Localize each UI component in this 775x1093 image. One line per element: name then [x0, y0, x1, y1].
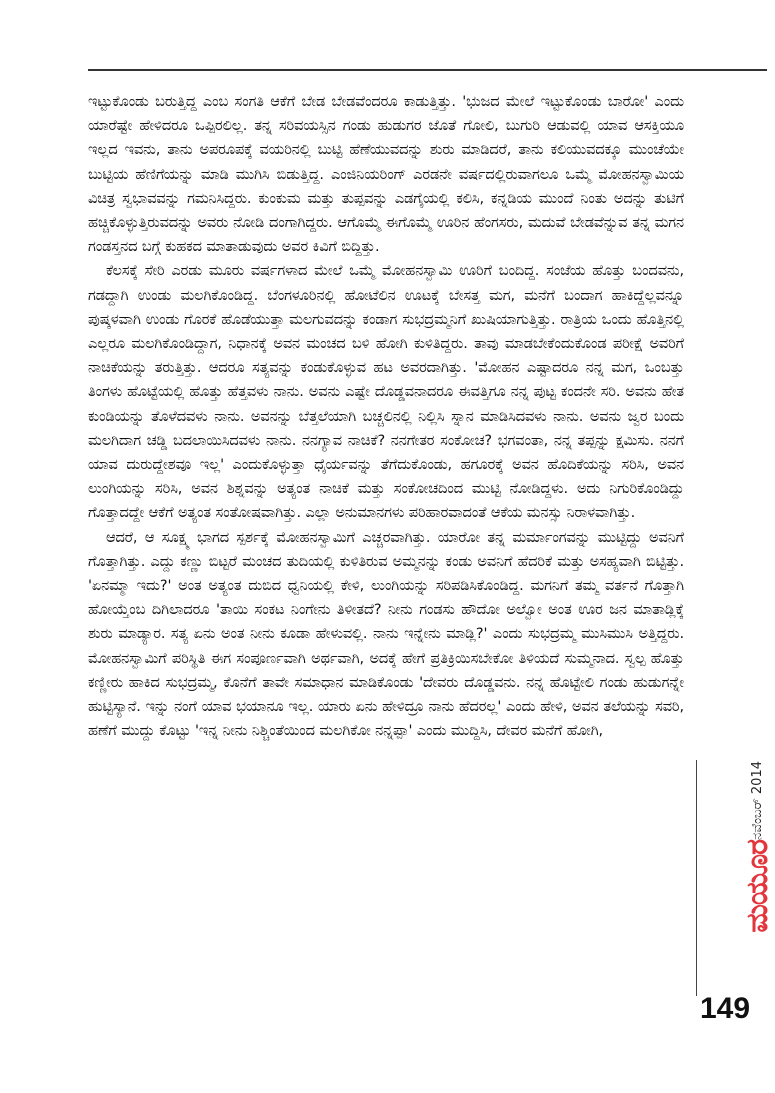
paragraph-3: ಆದರೆ, ಆ ಸೂಕ್ಷ್ಮ ಭಾಗದ ಸ್ಪರ್ಶಕ್ಕೆ ಮೋಹನಸ್ವಾಮಿಗೆ ಎಚ್ಚರವಾಗಿತ್ತು. ಯಾರೋ ತನ್ನ ಮರ್ಮಾಂಗವನ್ನು ಮುಟ್ಟಿದ್ದು ಅವನಿಗೆ ಗೊತ್ತಾಗಿತ್ತು. ಎದ್ದು ಕಣ್ಣು ಬಿಟ್ಟರೆ ಮಂಚದ ತುದಿಯಲ್ಲಿ ಕುಳಿತಿರುವ ಅಮ್ಮನನ್ನು ಕಂಡು ಅವನಿಗೆ ಹೆದರಿಕೆ ಮತ್ತು ಅಸಹ್ಯವಾಗಿ ಬಿಟ್ಟಿತ್ತು. 'ಏನಮ್ಮಾ ಇದು?' ಅಂತ ಅತ್ಯಂತ ದುಬಿದ ಧ್ವನಿಯಲ್ಲಿ ಕೇಳಿ, ಲುಂಗಿಯನ್ನು ಸರಿಪಡಿಸಿಕೊಂಡಿದ್ದ. ಮಗನಿಗೆ ತಮ್ಮ ವರ್ತನೆ ಗೊತ್ತಾಗಿ ಹೋಯ್ತೆಂಬ ದಿಗಿಲಾದರೂ 'ತಾಯಿ ಸಂಕಟ ನಿಂಗೇನು ತಿಳೀತದೆ? ನೀನು ಗಂಡಸು ಹೌದೋ ಅಲ್ವೋ ಅಂತ ಊರ ಜನ ಮಾತಾಡ್ಲಿಕ್ಕೆ ಶುರು ಮಾಡ್ಯಾರ. ಸತ್ಯ ಏನು ಅಂತ ನೀನು ಕೂಡಾ ಹೇಳುವಲ್ಲಿ. ನಾನು ಇನ್ನೇನು ಮಾಡ್ಲಿ?' ಎಂದು ಸುಭದ್ರಮ್ಮ ಮುಸಿಮುಸಿ ಅತ್ತಿದ್ದರು. ಮೋಹನಸ್ವಾಮಿಗೆ ಪರಿಸ್ಥಿತಿ ಈಗ ಸಂಪೂರ್ಣವಾಗಿ ಅರ್ಥವಾಗಿ, ಅದಕ್ಕೆ ಹೇಗೆ ಪ್ರತಿಕ್ರಿಯಿಸಬೇಕೋ ತಿಳಿಯದೆ ಸುಮ್ಮನಾದ. ಸ್ವಲ್ಪ ಹೊತ್ತು ಕಣ್ಣೀರು ಹಾಕಿದ ಸುಭದ್ರಮ್ಮ, ಕೊನೆಗೆ ತಾವೇ ಸಮಾಧಾನ ಮಾಡಿಕೊಂಡು 'ದೇವರು ದೊಡ್ಡವನು. ನನ್ನ ಹೊಟ್ಟೇಲಿ ಗಂಡು ಹುಡುಗನ್ನೇ ಹುಟ್ಟಿಸ್ಯಾನೆ. ಇನ್ನು ನಂಗೆ ಯಾವ ಭಯಾನೂ ಇಲ್ಲ. ಯಾರು ಏನು ಹೇಳಿದ್ರೂ ನಾನು ಹೆದರಲ್ಲ' ಎಂದು ಹೇಳಿ, ಅವನ ತಲೆಯನ್ನು ಸವರಿ, ಹಣೆಗೆ ಮುದ್ದು ಕೊಟ್ಟು 'ಇನ್ನ ನೀನು ನಿಶ್ಚಿಂತೆಯಿಂದ ಮಲಗಿಕೋ ನನ್ನಪ್ಪಾ' ಎಂದು ಮುದ್ದಿಸಿ, ದೇವರ ಮನೆಗೆ ಹೋಗಿ, — [88, 529, 684, 740]
paragraph-1: ಇಟ್ಟುಕೊಂಡು ಬರುತ್ತಿದ್ದ ಎಂಬ ಸಂಗತಿ ಆಕೆಗೆ ಬೇಡ ಬೇಡವೆಂದರೂ ಕಾಡುತ್ತಿತ್ತು. 'ಭುಜದ ಮೇಲೆ ಇಟ್ಟುಕೊಂಡು ಬಾರೋ' ಎಂದು ಯಾರೆಷ್ಟೇ ಹೇಳಿದರೂ ಒಪ್ಪಿರಲಿಲ್ಲ. ತನ್ನ ಸರಿವಯಸ್ಸಿನ ಗಂಡು ಹುಡುಗರ ಜೊತೆ ಗೋಲಿ, ಬುಗುರಿ ಆಡುವಲ್ಲಿ ಯಾವ ಆಸಕ್ತಿಯೂ ಇಲ್ಲದ ಇವನು, ತಾನು ಅಪರೂಪಕ್ಕೆ ವಯರಿನಲ್ಲಿ ಬುಟ್ಟಿ ಹೆಣೆಯುವದನ್ನು ಶುರು ಮಾಡಿದರೆ, ತಾನು ಕಲಿಯುವದಕ್ಕೂ ಮುಂಚೆಯೇ ಬುಟ್ಟಿಯ ಹೆಣಿಗೆಯನ್ನು ಮಾಡಿ ಮುಗಿಸಿ ಬಿಡುತ್ತಿದ್ದ. ಎಂಜಿನಿಯರಿಂಗ್ ಎರಡನೇ ವರ್ಷದಲ್ಲಿರುವಾಗಲೂ ಒಮ್ಮೆ ಮೋಹನಸ್ವಾಮಿಯ ವಿಚಿತ್ರ ಸ್ವಭಾವವನ್ನು ಗಮನಿಸಿದ್ದರು. ಕುಂಕುಮ ಮತ್ತು ತುಪ್ಪವನ್ನು ಎಡಗೈಯಲ್ಲಿ ಕಲಿಸಿ, ಕನ್ನಡಿಯ ಮುಂದೆ ನಿಂತು ಅದನ್ನು ತುಟಿಗೆ ಹಚ್ಚಿಕೊಳ್ಳುತ್ತಿರುವದನ್ನು ಅವರು ನೋಡಿ ದಂಗಾಗಿದ್ದರು. ಆಗೊಮ್ಮೆ ಈಗೊಮ್ಮೆ ಊರಿನ ಹೆಂಗಸರು, ಮದುವೆ ಬೇಡವೆನ್ನುವ ತನ್ನ ಮಗನ ಗಂಡಸ್ತನದ ಬಗ್ಗೆ ಕುಹಕದ ಮಾತಾಡುವುದು ಅವರ ಕಿವಿಗೆ ಬಿದ್ದಿತ್ತು. — [88, 94, 684, 256]
magazine-masthead — [740, 755, 775, 933]
top-rule — [88, 69, 767, 71]
margin-rule — [696, 760, 697, 996]
issue-date: ನವೆಂಬರ್ 2014 — [750, 761, 765, 840]
magazine-logo: ಮಯೂರ — [740, 839, 775, 933]
article-body — [88, 90, 684, 743]
paragraph-2: ಕೆಲಸಕ್ಕೆ ಸೇರಿ ಎರಡು ಮೂರು ವರ್ಷಗಳಾದ ಮೇಲೆ ಒಮ್ಮೆ ಮೋಹನಸ್ವಾಮಿ ಊರಿಗೆ ಬಂದಿದ್ದ. ಸಂಜೆಯ ಹೊತ್ತು ಬಂದವನು, ಗಡದ್ದಾಗಿ ಉಂಡು ಮಲಗಿಕೊಂಡಿದ್ದ. ಬೆಂಗಳೂರಿನಲ್ಲಿ ಹೋಟೆಲಿನ ಊಟಕ್ಕೆ ಬೇಸತ್ತ ಮಗ, ಮನೆಗೆ ಬಂದಾಗ ಹಾಕಿದ್ದೆಲ್ಲವನ್ನೂ ಪುಷ್ಕಳವಾಗಿ ಉಂಡು ಗೊರಕೆ ಹೊಡೆಯುತ್ತಾ ಮಲಗುವದನ್ನು ಕಂಡಾಗ ಸುಭದ್ರಮ್ಮನಿಗೆ ಖುಷಿಯಾಗುತ್ತಿತ್ತು. ರಾತ್ರಿಯ ಒಂದು ಹೊತ್ತಿನಲ್ಲಿ ಎಲ್ಲರೂ ಮಲಗಿಕೊಂಡಿದ್ದಾಗ, ನಿಧಾನಕ್ಕೆ ಅವನ ಮಂಚದ ಬಳಿ ಹೋಗಿ ಕುಳಿತಿದ್ದರು. ತಾವು ಮಾಡಬೇಕೆಂದುಕೊಂಡ ಪರೀಕ್ಷೆ ಅವರಿಗೆ ನಾಚಿಕೆಯನ್ನು ತರುತ್ತಿತ್ತು. ಆದರೂ ಸತ್ಯವನ್ನು ಕಂಡುಕೊಳ್ಳುವ ಹಟ ಅವರದಾಗಿತ್ತು. 'ಮೋಹನ ಎಷ್ಟಾದರೂ ನನ್ನ ಮಗ, ಒಂಬತ್ತು ತಿಂಗಳು ಹೊಟ್ಟೆಯಲ್ಲಿ ಹೊತ್ತು ಹೆತ್ತವಳು ನಾನು. ಅವನು ಎಷ್ಟೇ ದೊಡ್ಡವನಾದರೂ ಈವತ್ತಿಗೂ ನನ್ನ ಪುಟ್ಟ ಕಂದನೇ ಸರಿ. ಅವನು ಹೇತ ಕುಂಡಿಯನ್ನು ತೊಳೆದವಳು ನಾನು. ಅವನನ್ನು ಬೆತ್ತಲೆಯಾಗಿ ಬಚ್ಚಲಿನಲ್ಲಿ ನಿಲ್ಲಿಸಿ ಸ್ನಾನ ಮಾಡಿಸಿದವಳು ನಾನು. ಅವನು ಜ್ವರ ಬಂದು ಮಲಗಿದಾಗ ಚಡ್ಡಿ ಬದಲಾಯಿಸಿದವಳು ನಾನು. ನನಗ್ಯಾವ ನಾಚಿಕೆ? ನನಗೇತರ ಸಂಕೋಚ? ಭಗವಂತಾ, ನನ್ನ ತಪ್ಪನ್ನು ಕ್ಷಮಿಸು. ನನಗೆ ಯಾವ ದುರುದ್ದೇಶವೂ ಇಲ್ಲ' ಎಂದುಕೊಳ್ಳುತ್ತಾ ಧೈರ್ಯವನ್ನು ತೆಗೆದುಕೊಂಡು, ಹಗೂರಕ್ಕೆ ಅವನ ಹೊದಿಕೆಯನ್ನು ಸರಿಸಿ, ಅವನ ಲುಂಗಿಯನ್ನು ಸರಿಸಿ, ಅವನ ಶಿಶ್ನವನ್ನು ಅತ್ಯಂತ ನಾಚಿಕೆ ಮತ್ತು ಸಂಕೋಚದಿಂದ ಮುಟ್ಟಿ ನೋಡಿದ್ದಳು. ಅದು ನಿಗುರಿಕೊಂಡಿದ್ದು ಗೊತ್ತಾದದ್ದೇ ಆಕೆಗೆ ಅತ್ಯಂತ ಸಂತೋಷವಾಗಿತ್ತು. ಎಲ್ಲಾ ಅನುಮಾನಗಳು ಪರಿಹಾರವಾದಂತೆ ಆಕೆಯ ಮನಸ್ಸು ನಿರಾಳವಾಗಿತ್ತು. — [88, 263, 684, 522]
page-number: 149 — [700, 992, 751, 1025]
